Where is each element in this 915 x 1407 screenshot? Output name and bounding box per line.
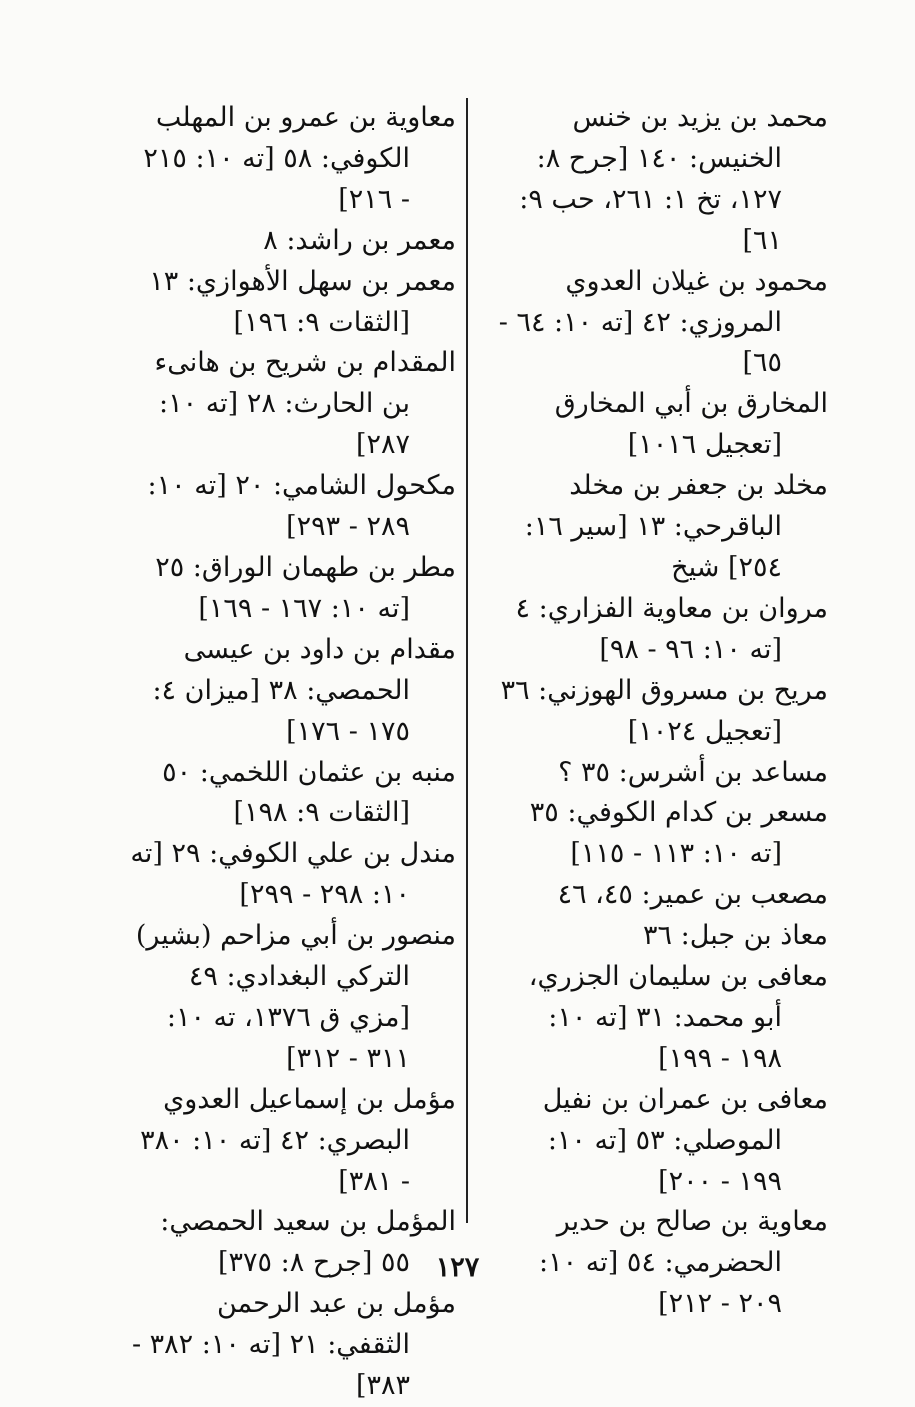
- column-divider: [466, 98, 468, 1223]
- index-entry: المخارق بن أبي المخارق [تعجيل ١٠١٦]: [554, 388, 828, 461]
- index-entry: معمر بن راشد: ٨: [263, 224, 456, 256]
- left-column: [128, 98, 456, 1407]
- index-entry: مخلد بن جعفر بن مخلد الباقرحي: ١٣ [سير ١٦: ٢٥٤] شيخ: [524, 470, 828, 583]
- index-entry: محمود بن غيلان العدوي المروزي: ٤٢ [ته ١٠: ٦٤ - ٦٥]: [498, 265, 828, 379]
- index-entry: معاوية بن عمرو بن المهلب الكوفي: ٥٨ [ته ١٠: ٢١٥ - ٢١٦]: [143, 102, 456, 215]
- index-entry: مروان بن معاوية الفزاري: ٤ [ته ١٠: ٩٦ - ٩٨]: [515, 592, 828, 665]
- index-entry: مؤمل بن عبد الرحمن الثقفي: ٢١ [ته ١٠: ٣٨٢ - ٣٨٣]: [131, 1288, 456, 1402]
- index-entry: مطر بن طهمان الوراق: ٢٥ [ته ١٠: ١٦٧ - ١٦٩]: [155, 551, 456, 624]
- index-entry: مساعد بن أشرس: ٣٥ ؟: [558, 756, 828, 788]
- index-entry: معافى بن سليمان الجزري، أبو محمد: ٣١ [ته ١٠: ١٩٨ - ١٩٩]: [528, 961, 828, 1074]
- index-entry: مقدام بن داود بن عيسى الحمصي: ٣٨ [ميزان ٤: ١٧٥ - ١٧٦]: [152, 633, 456, 747]
- index-entry: معاوية بن صالح بن حدير الحضرمي: ٥٤ [ته ١٠: ٢٠٩ - ٢١٢]: [539, 1206, 828, 1320]
- index-entry: مكحول الشامي: ٢٠ [ته ١٠: ٢٨٩ - ٢٩٣]: [147, 470, 456, 543]
- right-column: [498, 98, 828, 1325]
- index-entry: منصور بن أبي مزاحم (بشير) التركي البغدادي: ٤٩ [مزي ق ١٣٧٦، ته ١٠: ٣١١ - ٣١٢]: [135, 920, 456, 1074]
- page-number: ١٢٧: [435, 1252, 480, 1283]
- index-entry: مصعب بن عمير: ٤٥، ٤٦: [557, 879, 828, 911]
- index-entry: معاذ بن جبل: ٣٦: [643, 920, 828, 952]
- index-entry: محمد بن يزيد بن خنس الخنيس: ١٤٠ [جرح ٨: ١٢٧، تخ ١: ٢٦١، حب ٩: ٦١]: [519, 102, 828, 256]
- index-entry: مؤمل بن إسماعيل العدوي البصري: ٤٢ [ته ١٠: ٣٨٠ - ٣٨١]: [140, 1083, 456, 1197]
- index-entry: معافى بن عمران بن نفيل الموصلي: ٥٣ [ته ١٠: ١٩٩ - ٢٠٠]: [542, 1083, 828, 1197]
- index-entry: المقدام بن شريح بن هانىء بن الحارث: ٢٨ [ته ١٠: ٢٨٧]: [154, 347, 456, 461]
- index-entry: مسعر بن كدام الكوفي: ٣٥ [ته ١٠: ١١٣ - ١١٥]: [529, 797, 828, 870]
- index-entry: المؤمل بن سعيد الحمصي: ٥٥ [جرح ٨: ٣٧٥]: [160, 1206, 456, 1279]
- index-entry: مريح بن مسروق الهوزني: ٣٦ [تعجيل ١٠٢٤]: [500, 674, 828, 747]
- index-entry: مندل بن علي الكوفي: ٢٩ [ته ١٠: ٢٩٨ - ٢٩٩]: [130, 838, 456, 911]
- index-entry: منبه بن عثمان اللخمي: ٥٠ [الثقات ٩: ١٩٨]: [162, 756, 456, 829]
- index-entry: معمر بن سهل الأهوازي: ١٣ [الثقات ٩: ١٩٦]: [149, 265, 456, 338]
